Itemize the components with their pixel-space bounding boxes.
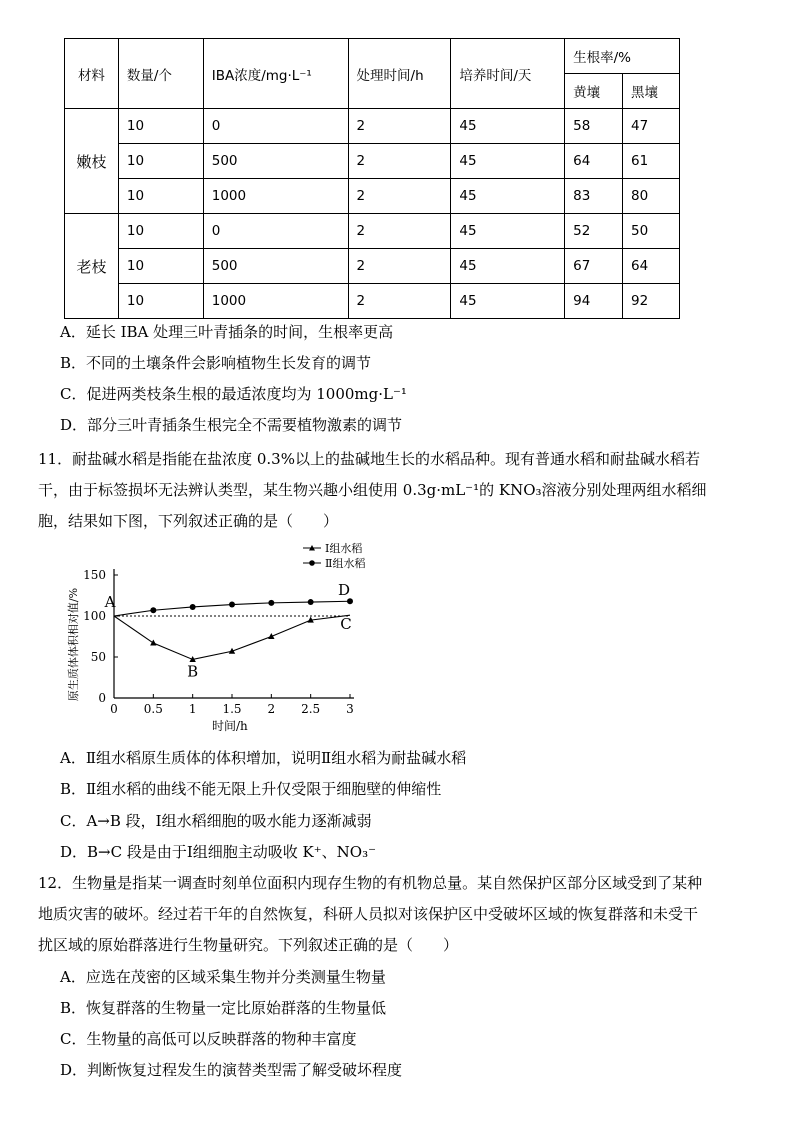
cell-iba: 1000	[203, 284, 348, 319]
header-count: 数量/个	[118, 39, 203, 109]
q11-option-a: A．Ⅱ组水稻原生质体的体积增加，说明Ⅱ组水稻为耐盐碱水稻	[60, 749, 467, 767]
cell-culture: 45	[451, 249, 565, 284]
q11-stem-line2: 干，由于标签损坏无法辨认类型，某生物兴趣小组使用 0.3g·mL⁻¹的 KNO₃溶液分别处理两组水稻细	[38, 481, 707, 499]
series-2-point	[150, 607, 156, 613]
q11-option-c: C．A→B 段，Ⅰ组水稻细胞的吸水能力逐渐减弱	[60, 812, 372, 830]
rooting-table	[64, 38, 680, 319]
q11-option-d: D．B→C 段是由于Ⅰ组细胞主动吸收 K⁺、NO₃⁻	[60, 843, 377, 861]
x-tick-label: 2	[267, 702, 276, 716]
cell-iba: 0	[203, 109, 348, 144]
q10-option-a: A．延长 IBA 处理三叶青插条的时间，生根率更高	[60, 323, 394, 341]
cell-count: 10	[118, 214, 203, 249]
point-label-c: C	[340, 615, 352, 634]
table-row	[65, 144, 680, 179]
cell-count: 10	[118, 179, 203, 214]
cell-treat: 2	[348, 249, 451, 284]
q10-option-c: C．促进两类枝条生根的最适浓度均为 1000mg·L⁻¹	[60, 385, 407, 403]
cell-count: 10	[118, 249, 203, 284]
header-iba: IBA浓度/mg·L⁻¹	[203, 39, 348, 109]
table-row	[65, 179, 680, 214]
cell-yellow: 83	[565, 179, 623, 214]
cell-iba: 500	[203, 249, 348, 284]
cell-iba: 500	[203, 144, 348, 179]
table-row	[65, 249, 680, 284]
header-treat-time: 处理时间/h	[348, 39, 451, 109]
header-rooting-rate: 生根率/%	[565, 39, 680, 74]
x-tick-label: 3	[346, 702, 354, 716]
header-material: 材料	[65, 39, 119, 109]
x-tick-label: 0.5	[143, 702, 163, 716]
cell-yellow: 94	[565, 284, 623, 319]
q12-option-c: C．生物量的高低可以反映群落的物种丰富度	[60, 1030, 357, 1048]
cell-culture: 45	[451, 284, 565, 319]
x-tick-label: 1	[188, 702, 197, 716]
q12-option-d: D．判断恢复过程发生的演替类型需了解受破坏程度	[60, 1061, 403, 1079]
table-row	[65, 109, 680, 144]
cell-black: 50	[623, 214, 680, 249]
material-cell: 嫩枝	[65, 109, 119, 214]
cell-treat: 2	[348, 144, 451, 179]
q11-option-b: B．Ⅱ组水稻的曲线不能无限上升仅受限于细胞壁的伸缩性	[60, 780, 442, 798]
cell-count: 10	[118, 109, 203, 144]
cell-iba: 0	[203, 214, 348, 249]
q12-option-a: A．应选在茂密的区域采集生物并分类测量生物量	[60, 968, 386, 986]
series-2-point	[190, 604, 196, 610]
legend-marker-2	[309, 560, 315, 566]
q12-stem-line2: 地质灾害的破坏。经过若干年的自然恢复，科研人员拟对该保护区中受破坏区域的恢复群落和未受干	[38, 905, 699, 923]
cell-black: 47	[623, 109, 680, 144]
cell-yellow: 64	[565, 144, 623, 179]
cell-count: 10	[118, 284, 203, 319]
series-1-point	[150, 640, 156, 646]
series-2-point	[229, 602, 235, 608]
cell-yellow: 52	[565, 214, 623, 249]
cell-iba: 1000	[203, 179, 348, 214]
point-label-a: A	[104, 593, 116, 611]
x-axis-label: 时间/h	[212, 719, 248, 733]
point-label-b: B	[187, 662, 199, 681]
legend-label-1: Ⅰ组水稻	[325, 542, 363, 555]
y-tick-label: 150	[83, 568, 106, 582]
cell-black: 64	[623, 249, 680, 284]
q11-stem-line3: 胞，结果如下图，下列叙述正确的是（ ）	[38, 512, 339, 530]
material-cell: 老枝	[65, 214, 119, 319]
q11-stem-line1: 11．耐盐碱水稻是指能在盐浓度 0.3%以上的盐碱地生长的水稻品种。现有普通水稻和耐盐碱水稻若	[38, 450, 700, 468]
cell-culture: 45	[451, 214, 565, 249]
series-2-point	[268, 600, 274, 606]
cell-treat: 2	[348, 109, 451, 144]
protoplast-volume-chart	[60, 538, 380, 738]
point-label-d: D	[337, 581, 351, 600]
cell-treat: 2	[348, 214, 451, 249]
y-tick-label: 50	[90, 650, 106, 664]
y-tick-label: 100	[83, 609, 106, 623]
header-culture-time: 培养时间/天	[451, 39, 565, 109]
x-tick-label: 0	[110, 702, 118, 716]
cell-yellow: 58	[565, 109, 623, 144]
q12-stem-line3: 扰区域的原始群落进行生物量研究。下列叙述正确的是（ ）	[38, 936, 459, 954]
series-2-point	[308, 599, 314, 605]
cell-black: 80	[623, 179, 680, 214]
y-axis-label: 原生质体体积相对值/%	[67, 587, 80, 702]
table-row	[65, 284, 680, 319]
header-black-soil: 黑壤	[623, 74, 680, 109]
cell-black: 61	[623, 144, 680, 179]
q12-option-b: B．恢复群落的生物量一定比原始群落的生物量低	[60, 999, 387, 1017]
q10-option-d: D．部分三叶青插条生根完全不需要植物激素的调节	[60, 416, 403, 434]
cell-count: 10	[118, 144, 203, 179]
q10-option-b: B．不同的土壤条件会影响植物生长发育的调节	[60, 354, 372, 372]
cell-culture: 45	[451, 144, 565, 179]
cell-black: 92	[623, 284, 680, 319]
cell-culture: 45	[451, 109, 565, 144]
cell-treat: 2	[348, 179, 451, 214]
table-row	[65, 214, 680, 249]
cell-yellow: 67	[565, 249, 623, 284]
cell-treat: 2	[348, 284, 451, 319]
x-tick-label: 1.5	[222, 702, 242, 716]
y-tick-label: 0	[98, 691, 106, 705]
header-yellow-soil: 黄壤	[565, 74, 623, 109]
legend-label-2: Ⅱ组水稻	[325, 557, 366, 570]
x-tick-label: 2.5	[301, 702, 321, 716]
q12-stem-line1: 12．生物量是指某一调查时刻单位面积内现存生物的有机物总量。某自然保护区部分区域受到了某种	[38, 874, 703, 892]
cell-culture: 45	[451, 179, 565, 214]
